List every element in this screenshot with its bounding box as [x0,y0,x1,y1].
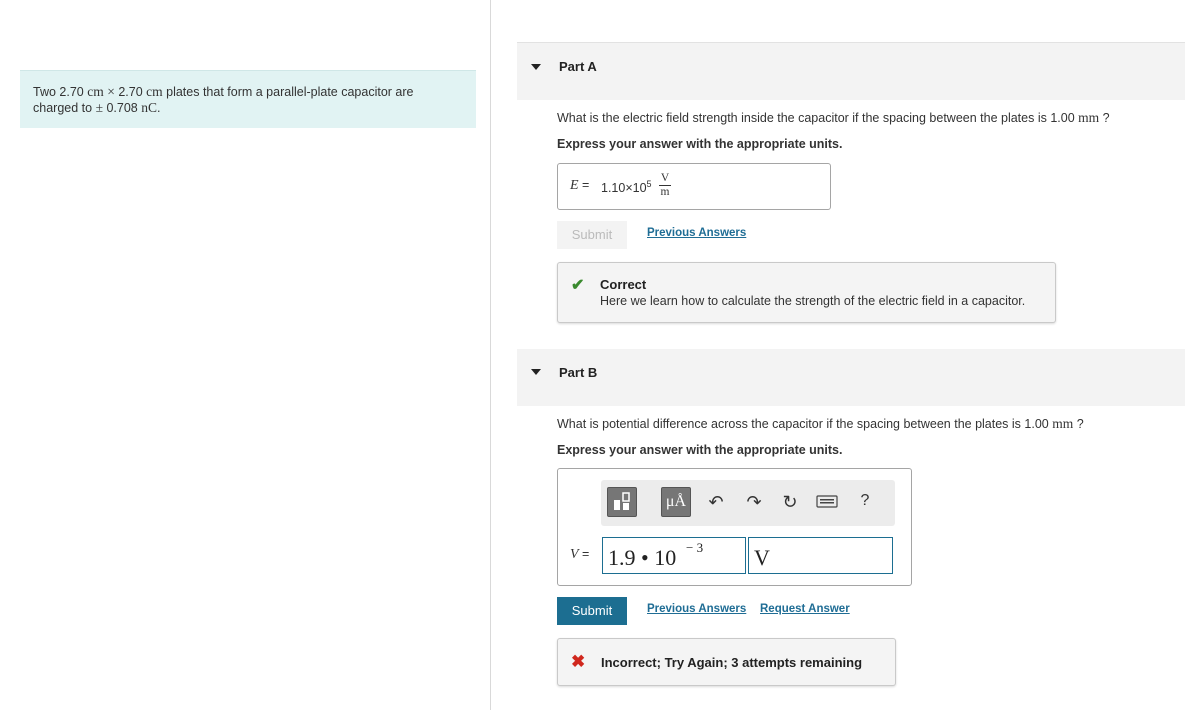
reset-icon[interactable]: ↻ [782,492,798,512]
problem-text: charged to [33,101,93,115]
problem-text: 2.70 [118,85,143,99]
part-a-question [557,110,1110,126]
feedback-message: Incorrect; Try Again; 3 attempts remaining [601,655,863,670]
collapse-triangle-icon[interactable] [531,64,541,70]
part-b-title: Part B [559,365,598,380]
unit-cm: cm [146,84,163,99]
problem-text: 0.708 [106,101,138,115]
plus-minus-sign: ± [95,100,103,115]
problem-text: . [157,101,161,115]
part-a-header[interactable] [517,43,1185,100]
equals-sign: = [582,547,590,561]
request-answer-link[interactable]: Request Answer [760,603,850,615]
variable-e: E [570,178,579,193]
answer-value [601,179,652,195]
part-a-instruction: Express your answer with the appropriate units. [557,137,843,151]
unit-value: V [754,545,770,570]
question-mark: ? [1076,417,1084,431]
units-input[interactable] [748,537,893,574]
unit-mm: mm [1052,416,1074,431]
keyboard-shape-icon [816,493,838,509]
problem-text: plates that form a parallel-plate capacitor are [166,85,414,99]
feedback-status: Correct [600,277,647,292]
part-b-header[interactable] [517,349,1185,406]
part-a-feedback [557,262,1056,323]
question-text: What is potential difference across the capacitor if the spacing between the plates is 1.00 [557,417,1049,431]
redo-icon[interactable]: ↷ [746,492,762,512]
undo-icon[interactable]: ↶ [708,492,724,512]
math-toolbar [601,480,895,526]
value-input[interactable] [602,537,746,574]
checkmark-icon: ✔ [571,277,585,294]
problem-statement [20,70,476,128]
feedback-message: Here we learn how to calculate the strength of the electric field in a capacitor. [600,294,1026,308]
part-b-question [557,416,1084,432]
answer-unit [659,173,671,198]
value-base: 1.9 • 10 [608,545,677,570]
help-icon[interactable]: ? [860,492,870,509]
unit-mm: mm [1078,110,1100,125]
unit-denominator: m [660,186,670,198]
templates-button[interactable] [607,487,637,517]
times-sign: × [107,84,115,99]
variable-v: V [570,547,579,562]
answer-label [570,547,589,563]
part-a-submit-button: Submit [557,221,627,249]
value-exponent: − 3 [686,540,704,555]
part-b-previous-answers-link[interactable]: Previous Answers [647,603,747,615]
part-b-submit-button[interactable]: Submit [557,597,627,625]
keyboard-icon[interactable] [815,493,839,514]
part-a-answer-box [557,163,831,210]
units-button[interactable]: μÅ [661,487,691,517]
column-divider [490,0,491,710]
problem-text: Two 2.70 [33,85,84,99]
answer-label [570,178,589,194]
question-mark: ? [1102,111,1110,125]
part-b-instruction: Express your answer with the appropriate units. [557,443,843,457]
part-a-title: Part A [559,59,597,74]
incorrect-x-icon: ✖ [571,652,586,671]
collapse-triangle-icon[interactable] [531,369,541,375]
part-b-answer-box [557,468,912,586]
unit-cm: cm [87,84,104,99]
unit-numerator: V [660,172,670,184]
templates-icon [608,488,636,516]
question-text: What is the electric field strength inside the capacitor if the spacing between the plates is 1.00 [557,111,1075,125]
answer-exponent: 5 [646,179,652,189]
part-b-feedback [557,638,896,686]
unit-nc: nC [141,100,157,115]
equals-sign: = [582,178,590,192]
answer-mantissa: 1.10×10 [601,181,647,196]
part-a-previous-answers-link[interactable]: Previous Answers [647,227,747,239]
